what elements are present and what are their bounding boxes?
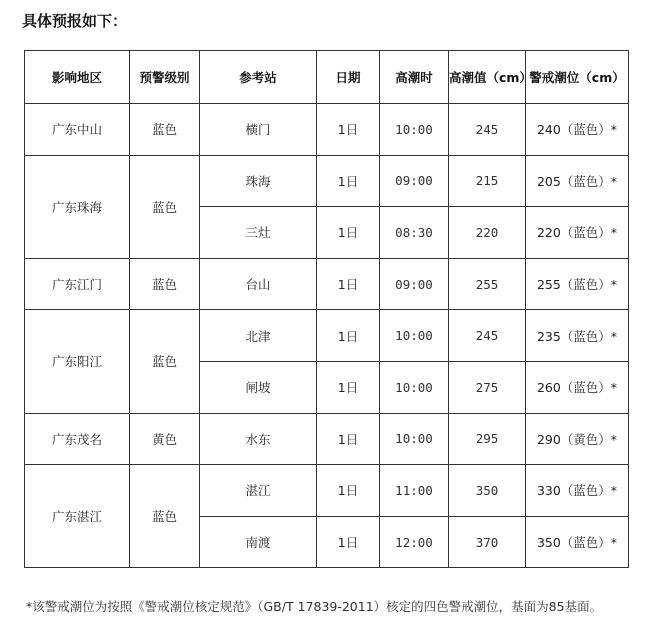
date-cell: 1日: [317, 155, 380, 207]
warning-cell: 205（蓝色）*: [526, 155, 629, 207]
station-cell: 三灶: [200, 207, 317, 259]
header-high-tide-value: 高潮值（cm）: [449, 51, 526, 104]
station-cell: 闸坡: [200, 361, 317, 413]
value-cell: 220: [449, 207, 526, 259]
time-cell: 08:30: [380, 207, 449, 259]
time-cell: 10:00: [380, 413, 449, 465]
value-cell: 370: [449, 516, 526, 568]
station-cell: 北津: [200, 310, 317, 362]
table-row: [25, 258, 629, 310]
header-warning-tide-level: 警戒潮位（cm）: [526, 51, 629, 104]
region-cell: 广东湛江: [25, 465, 130, 568]
date-cell: 1日: [317, 310, 380, 362]
time-cell: 11:00: [380, 465, 449, 517]
warning-cell: 240（蓝色）*: [526, 104, 629, 156]
date-cell: 1日: [317, 465, 380, 517]
value-cell: 245: [449, 310, 526, 362]
region-cell: 广东中山: [25, 104, 130, 156]
level-cell: 蓝色: [130, 104, 200, 156]
value-cell: 245: [449, 104, 526, 156]
time-cell: 09:00: [380, 258, 449, 310]
time-cell: 10:00: [380, 361, 449, 413]
level-cell: 蓝色: [130, 155, 200, 258]
station-cell: 台山: [200, 258, 317, 310]
warning-cell: 260（蓝色）*: [526, 361, 629, 413]
page-heading: 具体预报如下：: [22, 12, 128, 30]
level-cell: 黄色: [130, 413, 200, 465]
region-cell: 广东茂名: [25, 413, 130, 465]
header-warning-level: 预警级别: [130, 51, 200, 104]
date-cell: 1日: [317, 516, 380, 568]
value-cell: 275: [449, 361, 526, 413]
station-cell: 珠海: [200, 155, 317, 207]
date-cell: 1日: [317, 258, 380, 310]
value-cell: 215: [449, 155, 526, 207]
table-row: [25, 465, 629, 517]
warning-cell: 330（蓝色）*: [526, 465, 629, 517]
warning-cell: 235（蓝色）*: [526, 310, 629, 362]
region-cell: 广东珠海: [25, 155, 130, 258]
warning-cell: 255（蓝色）*: [526, 258, 629, 310]
value-cell: 350: [449, 465, 526, 517]
value-cell: 295: [449, 413, 526, 465]
header-region: 影响地区: [25, 51, 130, 104]
date-cell: 1日: [317, 104, 380, 156]
region-cell: 广东阳江: [25, 310, 130, 413]
warning-cell: 220（蓝色）*: [526, 207, 629, 259]
header-reference-station: 参考站: [200, 51, 317, 104]
date-cell: 1日: [317, 361, 380, 413]
value-cell: 255: [449, 258, 526, 310]
tide-forecast-table: [24, 50, 629, 568]
time-cell: 10:00: [380, 310, 449, 362]
station-cell: 水东: [200, 413, 317, 465]
level-cell: 蓝色: [130, 310, 200, 413]
region-cell: 广东江门: [25, 258, 130, 310]
footnote: *该警戒潮位为按照《警戒潮位核定规范》（GB/T 17839-2011）核定的四色警戒潮位，基面为85基面。: [26, 599, 603, 614]
level-cell: 蓝色: [130, 258, 200, 310]
table-row: [25, 155, 629, 207]
header-date: 日期: [317, 51, 380, 104]
station-cell: 南渡: [200, 516, 317, 568]
level-cell: 蓝色: [130, 465, 200, 568]
warning-cell: 290（黄色）*: [526, 413, 629, 465]
table-header-row: [25, 51, 629, 104]
station-cell: 横门: [200, 104, 317, 156]
table-row: [25, 310, 629, 362]
time-cell: 10:00: [380, 104, 449, 156]
date-cell: 1日: [317, 413, 380, 465]
table-row: [25, 104, 629, 156]
date-cell: 1日: [317, 207, 380, 259]
table-row: [25, 413, 629, 465]
time-cell: 09:00: [380, 155, 449, 207]
time-cell: 12:00: [380, 516, 449, 568]
station-cell: 湛江: [200, 465, 317, 517]
warning-cell: 350（蓝色）*: [526, 516, 629, 568]
header-high-tide-time: 高潮时: [380, 51, 449, 104]
